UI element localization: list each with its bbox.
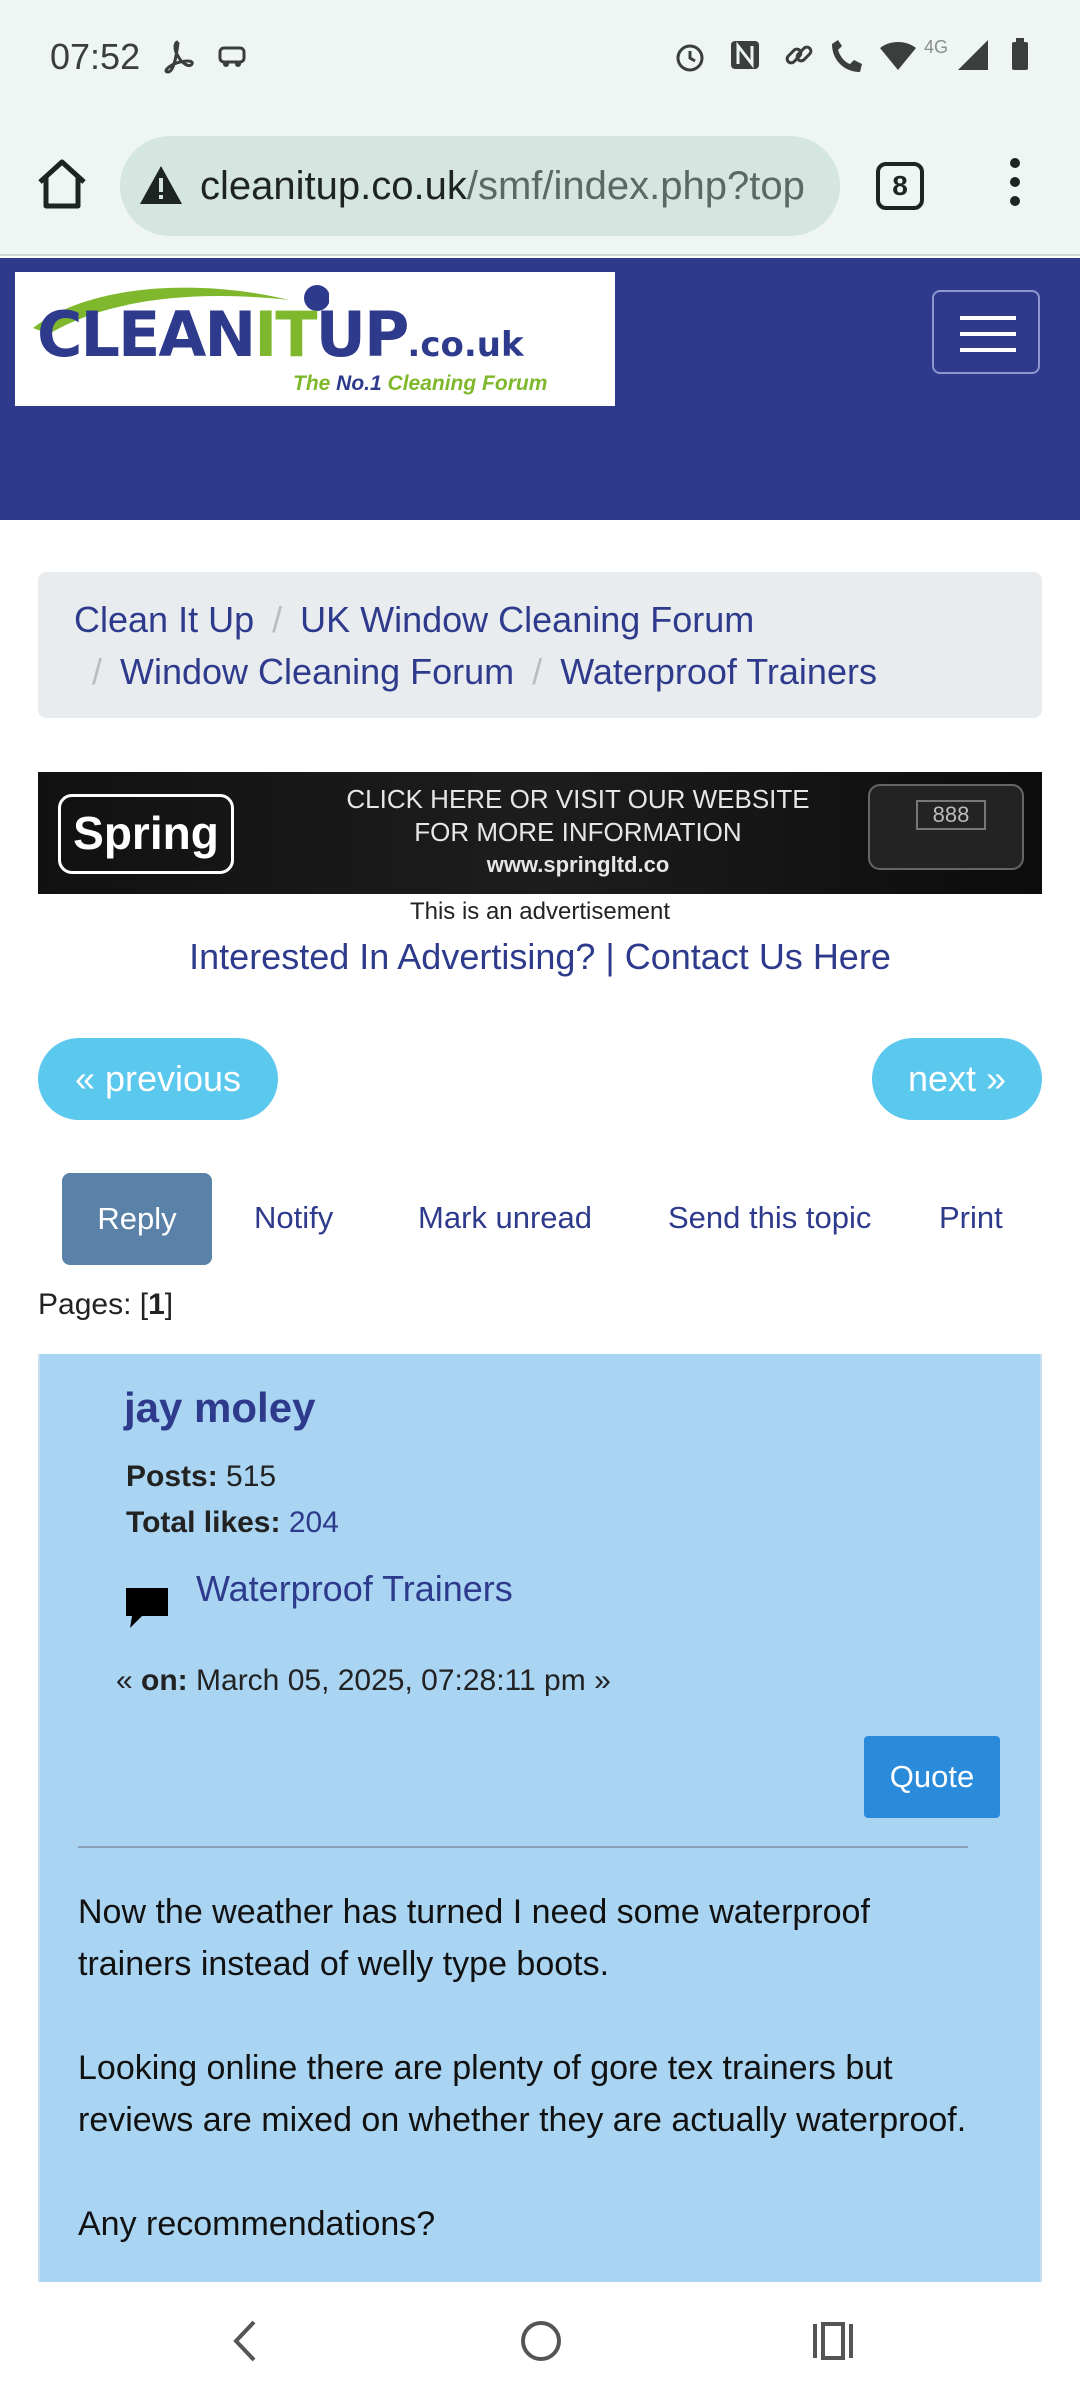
send-topic-button[interactable]: Send this topic	[668, 1200, 872, 1235]
mark-unread-button[interactable]: Mark unread	[418, 1200, 593, 1235]
browser-toolbar	[0, 116, 1080, 256]
url-text[interactable]: cleanitup.co.uk/smf/index.php?top	[200, 164, 805, 208]
car-icon	[214, 38, 250, 79]
speech-bubble-icon	[124, 1586, 170, 1635]
signal-icon	[956, 38, 992, 77]
forum-post	[38, 1354, 1042, 2294]
status-bar	[0, 0, 1080, 116]
breadcrumb-separator: /	[272, 599, 283, 640]
advert-brand-logo: Spring	[58, 794, 234, 874]
link-icon	[782, 38, 816, 77]
print-button[interactable]: Print	[939, 1200, 1003, 1235]
wifi-call-icon	[828, 38, 868, 79]
tab-switcher-button[interactable]: 8	[876, 162, 924, 210]
site-header	[0, 258, 1080, 520]
alarm-icon	[672, 38, 708, 79]
advert-url: www.springltd.co	[486, 852, 670, 877]
page-indicator: Pages: [1]	[38, 1288, 174, 1321]
post-paragraph: Any recommendations?	[78, 2205, 436, 2243]
post-author[interactable]: jay moley	[124, 1384, 316, 1431]
breadcrumb	[38, 572, 1042, 718]
advert-device-image: 888	[868, 784, 1024, 870]
previous-topic-button[interactable]: « previous	[38, 1038, 278, 1120]
breadcrumb-separator: /	[92, 651, 103, 692]
breadcrumb-separator: /	[532, 651, 543, 692]
home-icon	[34, 156, 90, 212]
post-body	[78, 1886, 978, 2294]
notify-button[interactable]: Notify	[254, 1200, 334, 1235]
breadcrumb-link-board[interactable]: UK Window Cleaning Forum	[300, 599, 755, 640]
total-likes: Total likes: 204	[126, 1506, 339, 1539]
breadcrumb-link-forum[interactable]: Window Cleaning Forum	[120, 651, 515, 692]
post-divider	[78, 1846, 968, 1848]
breadcrumb-link-home[interactable]: Clean It Up	[74, 599, 255, 640]
advert-line-1: CLICK HERE OR VISIT OUR WEBSITE	[346, 784, 810, 814]
post-paragraph: Now the weather has turned I need some waterproof trainers instead of welly type boots.	[78, 1893, 870, 1983]
current-page: 1	[148, 1288, 165, 1321]
home-nav-icon[interactable]	[518, 2316, 564, 2371]
advertising-contact-link[interactable]: Interested In Advertising? | Contact Us Here	[189, 936, 891, 977]
status-time: 07:52	[50, 36, 141, 77]
logo-tagline: The No.1 Cleaning Forum	[293, 372, 548, 395]
site-logo[interactable]	[15, 272, 615, 406]
advert-banner[interactable]	[38, 772, 1042, 894]
post-subject-link[interactable]: Waterproof Trainers	[196, 1568, 513, 1609]
address-bar[interactable]	[120, 136, 840, 236]
battery-icon	[1010, 38, 1030, 77]
nfc-icon	[728, 38, 762, 77]
home-button[interactable]	[34, 156, 90, 212]
pdf-icon	[160, 38, 196, 79]
network-type: 4G	[924, 37, 949, 57]
logo-wordmark: CLEANITUP.co.uk	[37, 298, 524, 371]
advert-line-2: FOR MORE INFORMATION	[414, 817, 742, 847]
quote-button[interactable]: Quote	[864, 1736, 1000, 1818]
hamburger-menu-button[interactable]	[932, 290, 1040, 374]
system-nav-bar	[0, 2282, 1080, 2400]
warning-icon[interactable]	[138, 164, 184, 211]
post-count: Posts: 515	[126, 1460, 277, 1493]
reply-button[interactable]: Reply	[62, 1173, 212, 1265]
advert-caption: This is an advertisement	[409, 898, 671, 925]
breadcrumb-link-topic[interactable]: Waterproof Trainers	[560, 651, 877, 692]
next-topic-button[interactable]: next »	[872, 1038, 1042, 1120]
wifi-icon	[878, 38, 918, 77]
recents-icon[interactable]	[810, 2316, 856, 2371]
back-icon[interactable]	[226, 2316, 266, 2371]
browser-menu-icon[interactable]	[1008, 158, 1022, 214]
post-paragraph: Looking online there are plenty of gore tex trainers but reviews are mixed on whether they are actually waterproof.	[78, 2049, 967, 2139]
post-date: « on: March 05, 2025, 07:28:11 pm »	[116, 1664, 611, 1697]
